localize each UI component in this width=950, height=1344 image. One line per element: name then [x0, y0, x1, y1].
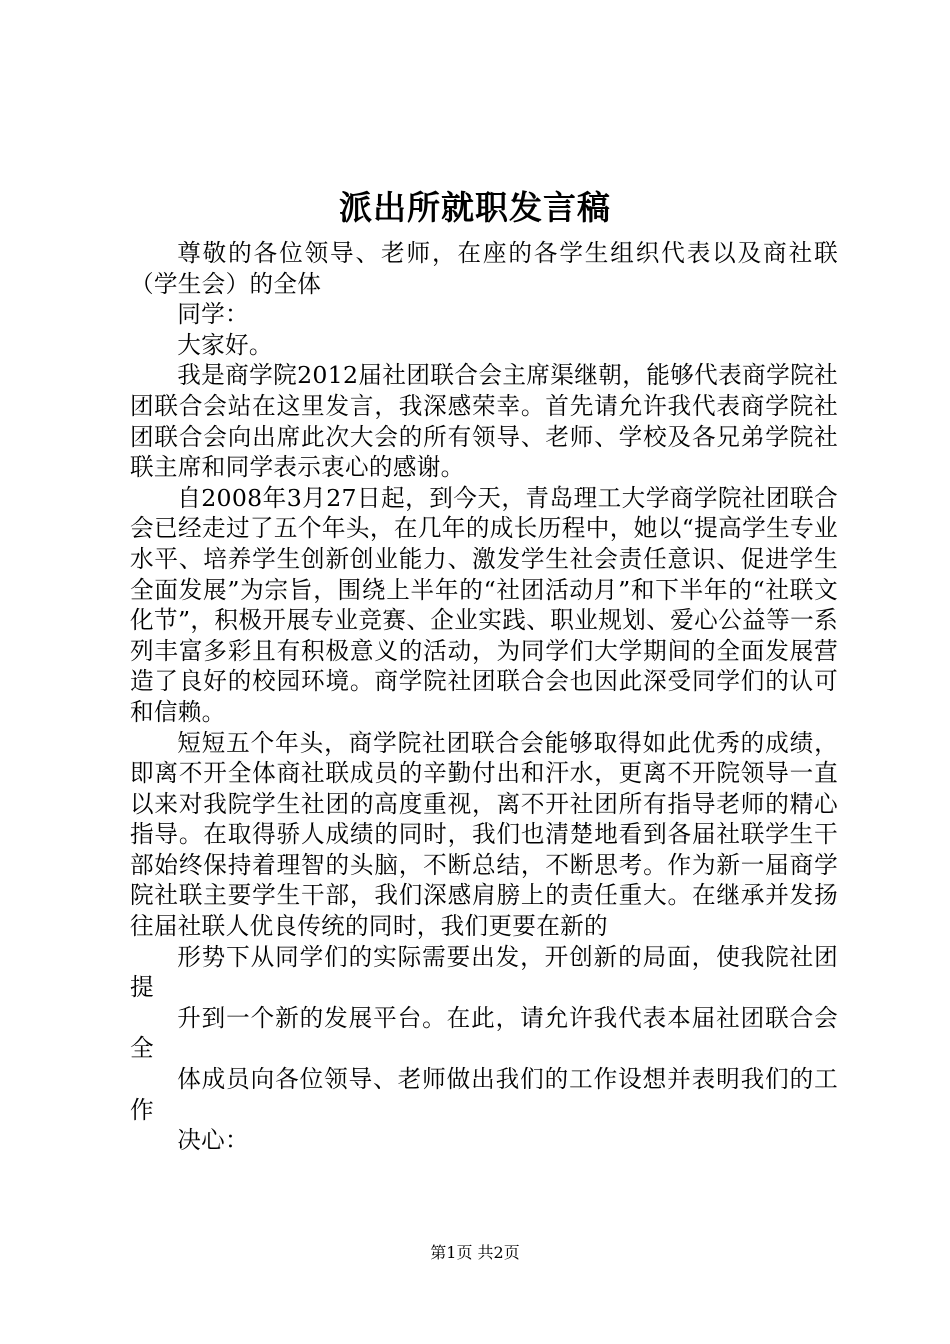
paragraph-continuation-3: 体成员向各位领导、老师做出我们的工作设想并表明我们的工作 — [130, 1065, 838, 1124]
paragraph-salutation-end: 同学： — [177, 300, 249, 329]
paragraph-salutation: 尊敬的各位领导、老师，在座的各学生组织代表以及商社联（学生会）的全体 — [130, 239, 838, 298]
paragraph-introduction: 我是商学院2012届社团联合会主席渠继朝，能够代表商学院社团联合会站在这里发言，我深感荣幸。首先请允许我代表商学院社团联合会向出席此次大会的所有领导、老师、学校及各兄弟学院社联主席和同学表示衷心的感谢。 — [130, 361, 838, 482]
document-body — [130, 238, 838, 1156]
paragraph-achievements: 短短五个年头，商学院社团联合会能够取得如此优秀的成绩，即离不开全体商社联成员的辛勤付出和汗水，更离不开院领导一直以来对我院学生社团的高度重视，离不开社团所有指导老师的精心指导。在取得骄人成绩的同时，我们也清楚地看到各届社联学生干部始终保持着理智的头脑，不断总结，不断思考。作为新一届商学院社联主要学生干部，我们深感肩膀上的责任重大。在继承并发扬往届社联人优良传统的同时，我们更要在新的 — [130, 728, 838, 941]
paragraph-continuation-1: 形势下从同学们的实际需要出发，开创新的局面，使我院社团提 — [130, 942, 838, 1002]
page-number-footer: 第1页 共2页 — [430, 1243, 520, 1262]
paragraph-greeting: 大家好。 — [177, 330, 273, 359]
document-title: 派出所就职发言稿 — [339, 188, 611, 227]
paragraph-resolution: 决心： — [177, 1126, 249, 1155]
paragraph-history: 自2008年3月27日起，到今天，青岛理工大学商学院社团联合会已经走过了五个年头，在几年的成长历程中，她以“提高学生专业水平、培养学生创新创业能力、激发学生社会责任意识、促进学生全面发展”为宗旨，围绕上半年的“社团活动月”和下半年的“社联文化节”，积极开展专业竞赛、企业实践、职业规划、爱心公益等一系列丰富多彩且有积极意义的活动，为同学们大学期间的全面发展营造了良好的校园环境。商学院社团联合会也因此深受同学们的认可和信赖。 — [130, 483, 838, 726]
paragraph-continuation-2: 升到一个新的发展平台。在此，请允许我代表本届社团联合会全 — [130, 1003, 838, 1063]
